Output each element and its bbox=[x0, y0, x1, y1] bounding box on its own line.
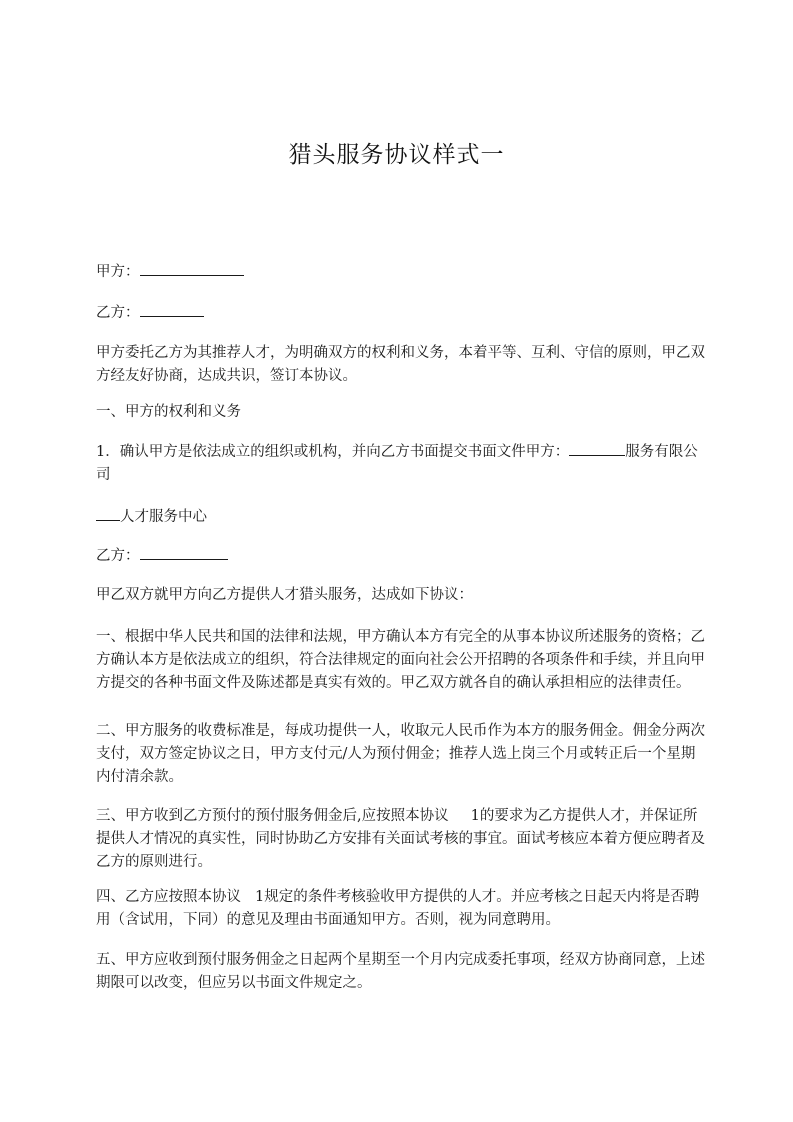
clause-5: 五、甲方应收到预付服务佣金之日起两个星期至一个月内完成委托事项，经双方协商同意，上述期限可以改变，但应另以书面文件规定之。 bbox=[96, 952, 705, 991]
clause-4-text-a: 四、乙方应按照本协议 bbox=[96, 889, 241, 905]
section-one-heading: 一、甲方的权利和义务 bbox=[96, 404, 241, 420]
clause-3-text-b: 1的要求为乙方提供人才，并保证所提供人才情况的真实性，同时协助乙方安排有关面试考核的事宜。面试考核应本着方便应聘者及乙方的原则进行。 bbox=[96, 808, 705, 870]
party-b-label-2: 乙方： bbox=[96, 548, 140, 564]
party-a-line bbox=[96, 260, 708, 284]
item-1-blank bbox=[569, 440, 625, 456]
clause-3 bbox=[96, 805, 708, 874]
item-1-paragraph bbox=[96, 440, 708, 487]
party-b-label: 乙方： bbox=[96, 305, 140, 321]
party-a-label: 甲方： bbox=[96, 264, 140, 280]
clause-4-text-b: 1规定的条件考核验收甲方提供的人才。并应考核之日起天内将是否聘用（含试用，下同）的意见及理由书面通知甲方。否则，视为同意聘用。 bbox=[96, 889, 700, 928]
clause-1: 一、根据中华人民共和国的法律和法规，甲方确认本方有完全的从事本协议所述服务的资格；乙方确认本方是依法成立的组织，符合法律规定的面向社会公开招聘的各项条件和手续，并且向甲方提交的各种书面文件及陈述都是真实有效的。甲乙双方就各自的确认承担相应的法律责任。 bbox=[96, 629, 705, 691]
party-b-line-2 bbox=[96, 544, 708, 568]
item-1-text: 1．确认甲方是依法成立的组织或机构，并向乙方书面提交书面文件甲方： bbox=[96, 444, 570, 460]
intro-paragraph: 甲方委托乙方为其推荐人才，为明确双方的权利和义务，本着平等、互利、守信的原则，甲乙双方经友好协商，达成共识，签订本协议。 bbox=[96, 345, 705, 384]
party-a-blank bbox=[140, 260, 244, 276]
party-b-line bbox=[96, 301, 708, 325]
party-b-blank-2 bbox=[140, 544, 228, 560]
clause-2: 二、甲方服务的收费标准是，每成功提供一人，收取元人民币作为本方的服务佣金。佣金分两次支付，双方签定协议之日，甲方支付元/人为预付佣金；推荐人选上岗三个月或转正后一个星期内付清余款。 bbox=[96, 723, 705, 785]
document-title: 猎头服务协议样式一 bbox=[288, 142, 505, 168]
agreement-intro: 甲乙双方就甲方向乙方提供人才猎头服务，达成如下协议： bbox=[96, 587, 473, 603]
clause-3-text-a: 三、甲方收到乙方预付的预付服务佣金后,应按照本协议 bbox=[96, 808, 449, 824]
item-1-company: 服务有限公司 bbox=[96, 444, 698, 483]
talent-center-blank bbox=[96, 505, 120, 521]
party-b-blank bbox=[140, 301, 204, 317]
clause-4 bbox=[96, 886, 708, 932]
talent-center-line bbox=[96, 505, 708, 529]
talent-center-label: 人才服务中心 bbox=[120, 509, 207, 525]
